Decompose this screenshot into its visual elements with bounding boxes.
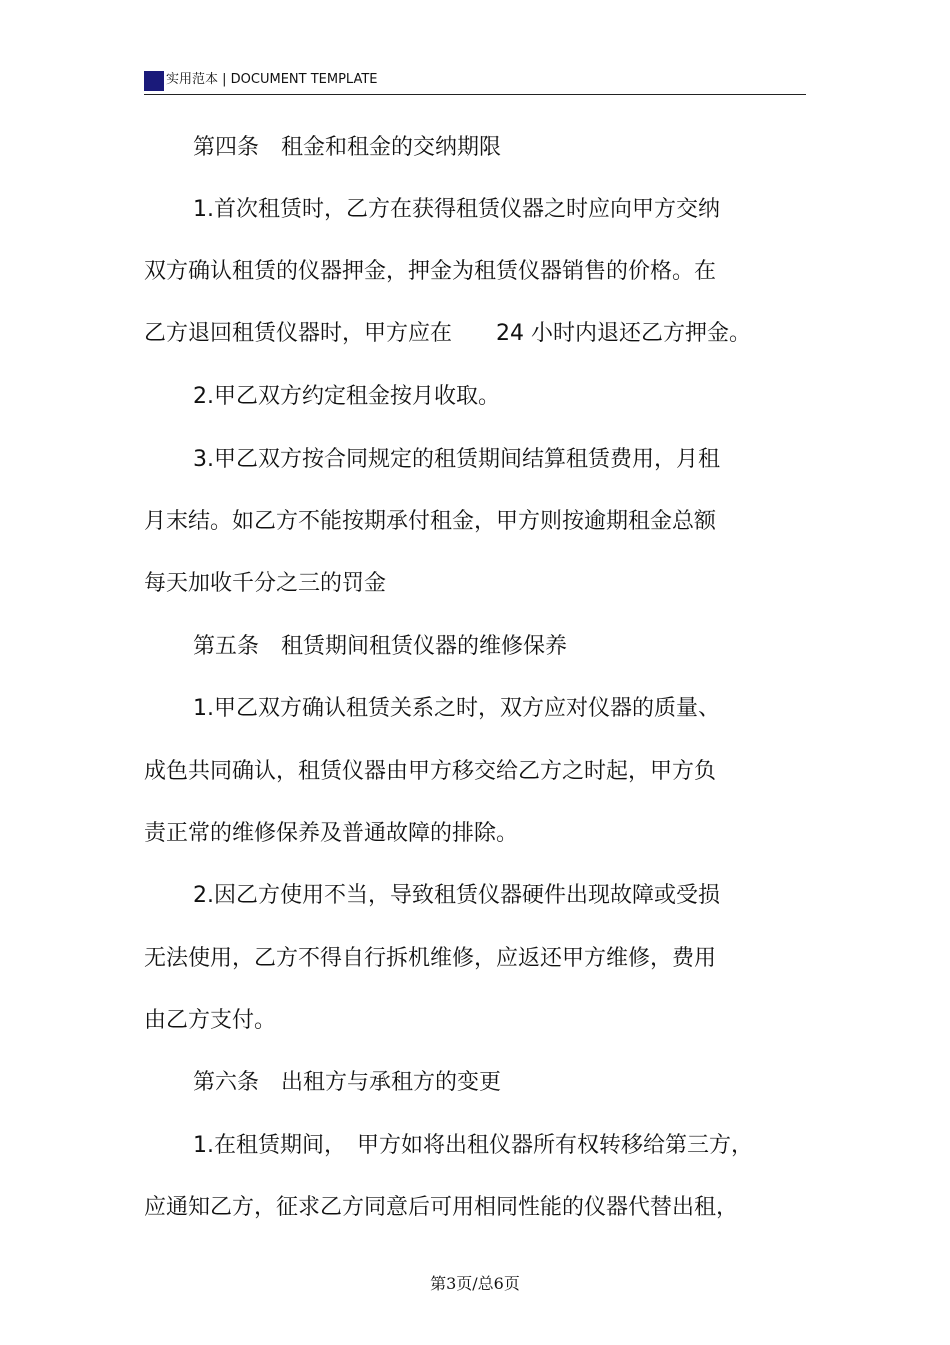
article-6-heading: 第六条 出租方与承租方的变更	[193, 1070, 502, 1095]
paragraph-line: 1.首次租赁时，乙方在获得租赁仪器之时应向甲方交纳	[193, 197, 720, 222]
paragraph-line: 2.甲乙双方约定租金按月收取。	[193, 384, 500, 409]
paragraph-line: 双方确认租赁的仪器押金，押金为租赁仪器销售的价格。在	[144, 259, 717, 284]
paragraph-line: 无法使用，乙方不得自行拆机维修，应返还甲方维修，费用	[144, 946, 717, 971]
article-4-heading: 第四条 租金和租金的交纳期限	[193, 135, 502, 160]
paragraph-line: 1.甲乙双方确认租赁关系之时，双方应对仪器的质量、	[193, 696, 720, 721]
paragraph-line: 成色共同确认，租赁仪器由甲方移交给乙方之时起，甲方负	[144, 759, 717, 784]
paragraph-line: 由乙方支付。	[144, 1008, 277, 1033]
paragraph-line: 3.甲乙双方按合同规定的租赁期间结算租赁费用，月租	[193, 447, 720, 472]
page-header	[144, 68, 806, 95]
page-number: 第3页/总6页	[430, 1274, 520, 1293]
paragraph-line: 月末结。如乙方不能按期承付租金，甲方则按逾期租金总额	[144, 509, 717, 534]
article-5-heading: 第五条 租赁期间租赁仪器的维修保养	[193, 634, 568, 659]
paragraph-line: 每天加收千分之三的罚金	[144, 571, 387, 596]
paragraph-line: 1.在租赁期间， 甲方如将出租仪器所有权转移给第三方，	[193, 1133, 753, 1158]
template-logo-icon	[144, 71, 164, 91]
paragraph-line: 乙方退回租赁仪器时，甲方应在 24 小时内退还乙方押金。	[144, 321, 751, 346]
paragraph-line: 2.因乙方使用不当，导致租赁仪器硬件出现故障或受损	[193, 883, 720, 908]
header-title: 实用范本 | DOCUMENT TEMPLATE	[166, 72, 378, 87]
paragraph-line: 应通知乙方，征求乙方同意后可用相同性能的仪器代替出租，	[144, 1195, 739, 1220]
paragraph-line: 责正常的维修保养及普通故障的排除。	[144, 821, 519, 846]
